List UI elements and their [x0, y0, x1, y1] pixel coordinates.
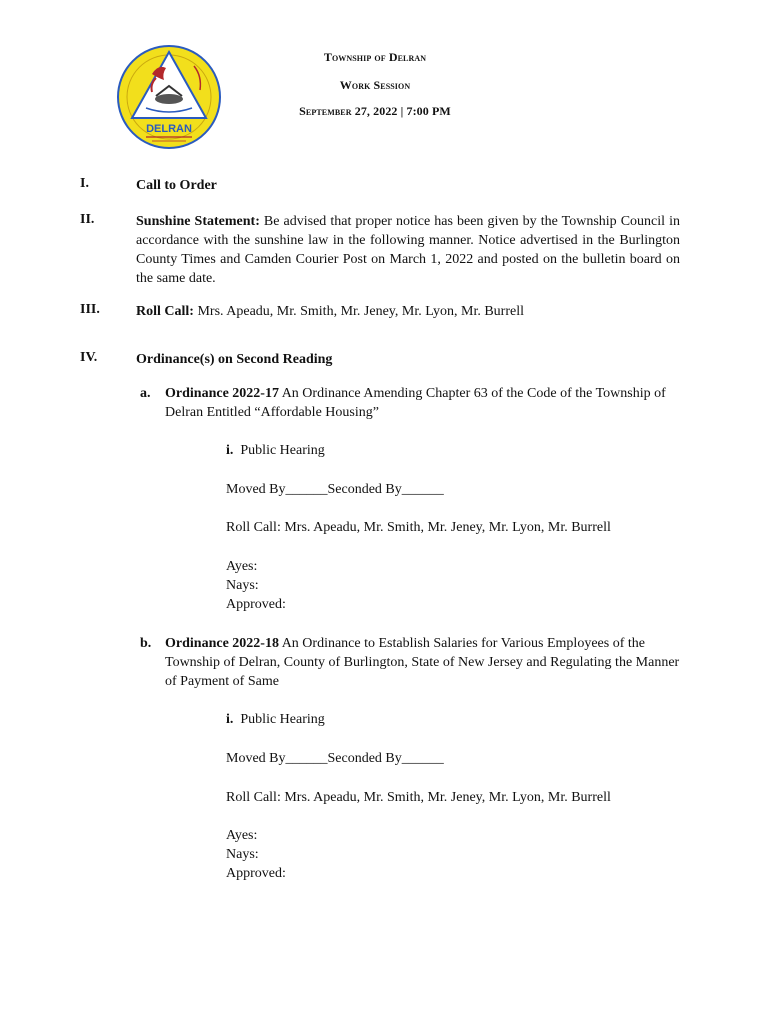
approved-line: Approved:: [226, 866, 286, 881]
section-title: Sunshine Statement:: [136, 214, 260, 229]
roll-call: [136, 302, 524, 321]
roll-call-line: Roll Call: Mrs. Apeadu, Mr. Smith, Mr. Jeney, Mr. Lyon, Mr. Burrell: [226, 790, 611, 805]
township-seal-logo: [116, 44, 222, 150]
section-title: Roll Call:: [136, 304, 194, 319]
ayes-line: Ayes:: [226, 828, 258, 843]
section-number: III.: [80, 302, 100, 317]
sub-letter: i.: [226, 712, 234, 727]
section-title: Call to Order: [136, 178, 217, 193]
public-hearing: [226, 710, 325, 729]
sub-letter: i.: [226, 443, 234, 458]
roll-call-names: Mrs. Apeadu, Mr. Smith, Mr. Jeney, Mr. Lyon, Mr. Burrell: [197, 304, 524, 319]
header-township: Township of Delran: [323, 50, 427, 64]
ordinance-number: Ordinance 2022-17: [165, 386, 279, 401]
seal-name: DELRAN: [146, 123, 192, 135]
ordinance-item: [140, 384, 680, 422]
sunshine-text: Be advised that proper notice has been given by the Township Council in accordance with the sunshine law in the following manner. Notice advertised in the Burlington County Times and Camden Courier Post on March 1, 2022 and posted on the bulletin board on the same date.: [136, 214, 681, 286]
section-number: II.: [80, 212, 95, 227]
public-hearing: [226, 441, 325, 460]
ordinance-item: [140, 634, 680, 691]
nays-line: Nays:: [226, 847, 259, 862]
section-number: IV.: [80, 350, 98, 365]
ayes-line: Ayes:: [226, 559, 258, 574]
ordinance-description: [165, 384, 680, 422]
sub-text: Public Hearing: [240, 712, 325, 727]
sub-text: Public Hearing: [240, 443, 325, 458]
moved-by-line: Moved By______Seconded By______: [226, 482, 444, 497]
ordinance-text: An Ordinance to Establish Salaries for Various Employees of the Township of Delran, County of Burlington, State of New Jersey and Regulating the Manner of Payment of Same: [165, 636, 680, 689]
ordinance-letter: a.: [140, 386, 151, 401]
approved-line: Approved:: [226, 597, 286, 612]
header-date: September 27, 2022 | 7:00 PM: [299, 104, 451, 118]
ordinance-letter: b.: [140, 636, 152, 651]
ordinance-number: Ordinance 2022-18: [165, 636, 279, 651]
nays-line: Nays:: [226, 578, 259, 593]
ordinance-description: [165, 634, 680, 691]
roll-call-line: Roll Call: Mrs. Apeadu, Mr. Smith, Mr. Jeney, Mr. Lyon, Mr. Burrell: [226, 520, 611, 535]
ordinance-text: An Ordinance Amending Chapter 63 of the Code of the Township of Delran Entitled “Affordable Housing”: [165, 386, 666, 420]
header-session: Work Session: [339, 78, 411, 92]
section-title: Ordinance(s) on Second Reading: [136, 352, 333, 367]
section-number: I.: [80, 176, 89, 191]
sunshine-statement: [136, 212, 680, 288]
moved-by-line: Moved By______Seconded By______: [226, 751, 444, 766]
